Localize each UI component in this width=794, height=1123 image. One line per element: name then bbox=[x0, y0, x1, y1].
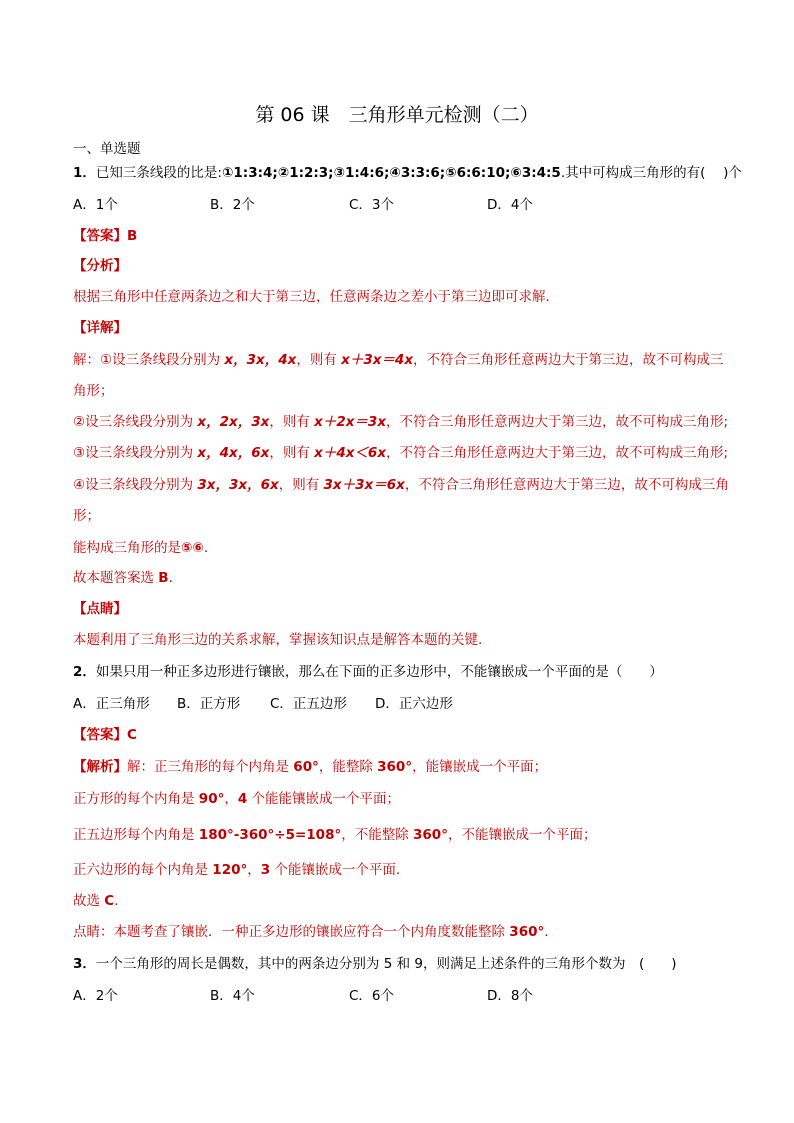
question-text: 已知三条线段的比是: bbox=[95, 165, 222, 181]
option-d: D．4个 bbox=[487, 197, 533, 213]
answer-tag: 【答案】 bbox=[73, 228, 127, 244]
option-b: B．正方形 bbox=[177, 696, 241, 712]
option-c: C．6个 bbox=[349, 988, 395, 1004]
answer-value: C bbox=[127, 727, 137, 743]
option-b: B．2个 bbox=[210, 197, 255, 213]
detail-line-3: ③设三条线段分别为 x，4x，6x，则有 x＋4x＜6x，不符合三角形任意两边大于第三边，故不可构成三角形; bbox=[73, 445, 729, 461]
detail-line-1: 解：①设三条线段分别为 x，3x，4x，则有 x＋3x＝4x，不符合三角形任意两边大于第三边，故不可构成三 bbox=[73, 352, 724, 368]
question-number: 1． bbox=[73, 165, 96, 181]
question-text-end: .其中可构成三角形的有( )个 bbox=[560, 165, 742, 181]
question-number: 3． bbox=[73, 956, 96, 972]
solution-line-1: 【解析】解：正三角形的每个内角是 60°，能整除 360°，能镶嵌成一个平面； bbox=[73, 759, 548, 775]
question-text: 如果只用一种正多边形进行镶嵌，那么在下面的正多边形中，不能镶嵌成一个平面的是（ ） bbox=[95, 664, 663, 680]
solution-line-4: 正六边形的每个内角是 120°，3 个能镶嵌成一个平面. bbox=[73, 862, 401, 878]
question-3-stem bbox=[73, 954, 677, 974]
detail-line-2: ②设三条线段分别为 x，2x，3x，则有 x＋2x＝3x，不符合三角形任意两边大于第三边，故不可构成三角形; bbox=[73, 414, 729, 430]
answer-value: B bbox=[127, 228, 138, 244]
ratio-list: ①1:3:4;②1:2:3;③1:4:6;④3:3:6;⑤6:6:10;⑥3:4:5 bbox=[221, 165, 561, 181]
analysis-tag: 【解析】 bbox=[73, 759, 127, 775]
question-2-stem bbox=[73, 662, 663, 682]
answer-tag: 【答案】 bbox=[73, 727, 127, 743]
detail-line-4-cont: 形； bbox=[73, 508, 100, 524]
answer-line bbox=[73, 725, 137, 745]
question-1-stem bbox=[73, 163, 742, 183]
detail-answer: 故本题答案选 B. bbox=[73, 570, 173, 586]
answer-line bbox=[73, 226, 137, 246]
analysis-tag: 【分析】 bbox=[73, 258, 127, 274]
option-a: A．1个 bbox=[73, 197, 118, 213]
question-number: 2． bbox=[73, 664, 96, 680]
option-c: C．3个 bbox=[349, 197, 395, 213]
page-title: 第 06 课 三角形单元检测（二） bbox=[255, 104, 539, 126]
solution-line-2: 正方形的每个内角是 90°，4 个能能镶嵌成一个平面； bbox=[73, 791, 401, 807]
detail-line-4: ④设三条线段分别为 3x，3x，6x，则有 3x＋3x＝6x，不符合三角形任意两边大于第三边，故不可构成三角 bbox=[73, 477, 729, 493]
detail-conclusion: 能构成三角形的是⑤⑥. bbox=[73, 540, 209, 556]
detail-tag: 【详解】 bbox=[73, 320, 127, 336]
solution-comment: 点睛：本题考查了镶嵌．一种正多边形的镶嵌应符合一个内角度数能整除 360°. bbox=[73, 924, 549, 940]
analysis-text: 根据三角形中任意两条边之和大于第三边，任意两条边之差小于第三边即可求解. bbox=[73, 289, 550, 305]
option-d: D．8个 bbox=[487, 988, 533, 1004]
option-a: A．正三角形 bbox=[73, 696, 150, 712]
detail-line-1-cont: 角形； bbox=[73, 383, 114, 399]
option-c: C．正五边形 bbox=[270, 696, 347, 712]
question-text: 一个三角形的周长是偶数，其中的两条边分别为 5 和 9，则满足上述条件的三角形个数为 ( ) bbox=[95, 956, 677, 972]
solution-line-3: 正五边形每个内角是 180°-360°÷5=108°，不能整除 360°，不能镶嵌成一个平面； bbox=[73, 827, 597, 843]
option-b: B．4个 bbox=[210, 988, 255, 1004]
option-a: A．2个 bbox=[73, 988, 118, 1004]
comment-text: 本题利用了三角形三边的关系求解，掌握该知识点是解答本题的关键. bbox=[73, 632, 483, 648]
comment-tag: 【点睛】 bbox=[73, 601, 127, 617]
solution-choice: 故选 C. bbox=[73, 893, 119, 909]
section-heading: 一、单选题 bbox=[73, 141, 141, 157]
option-d: D．正六边形 bbox=[375, 696, 453, 712]
